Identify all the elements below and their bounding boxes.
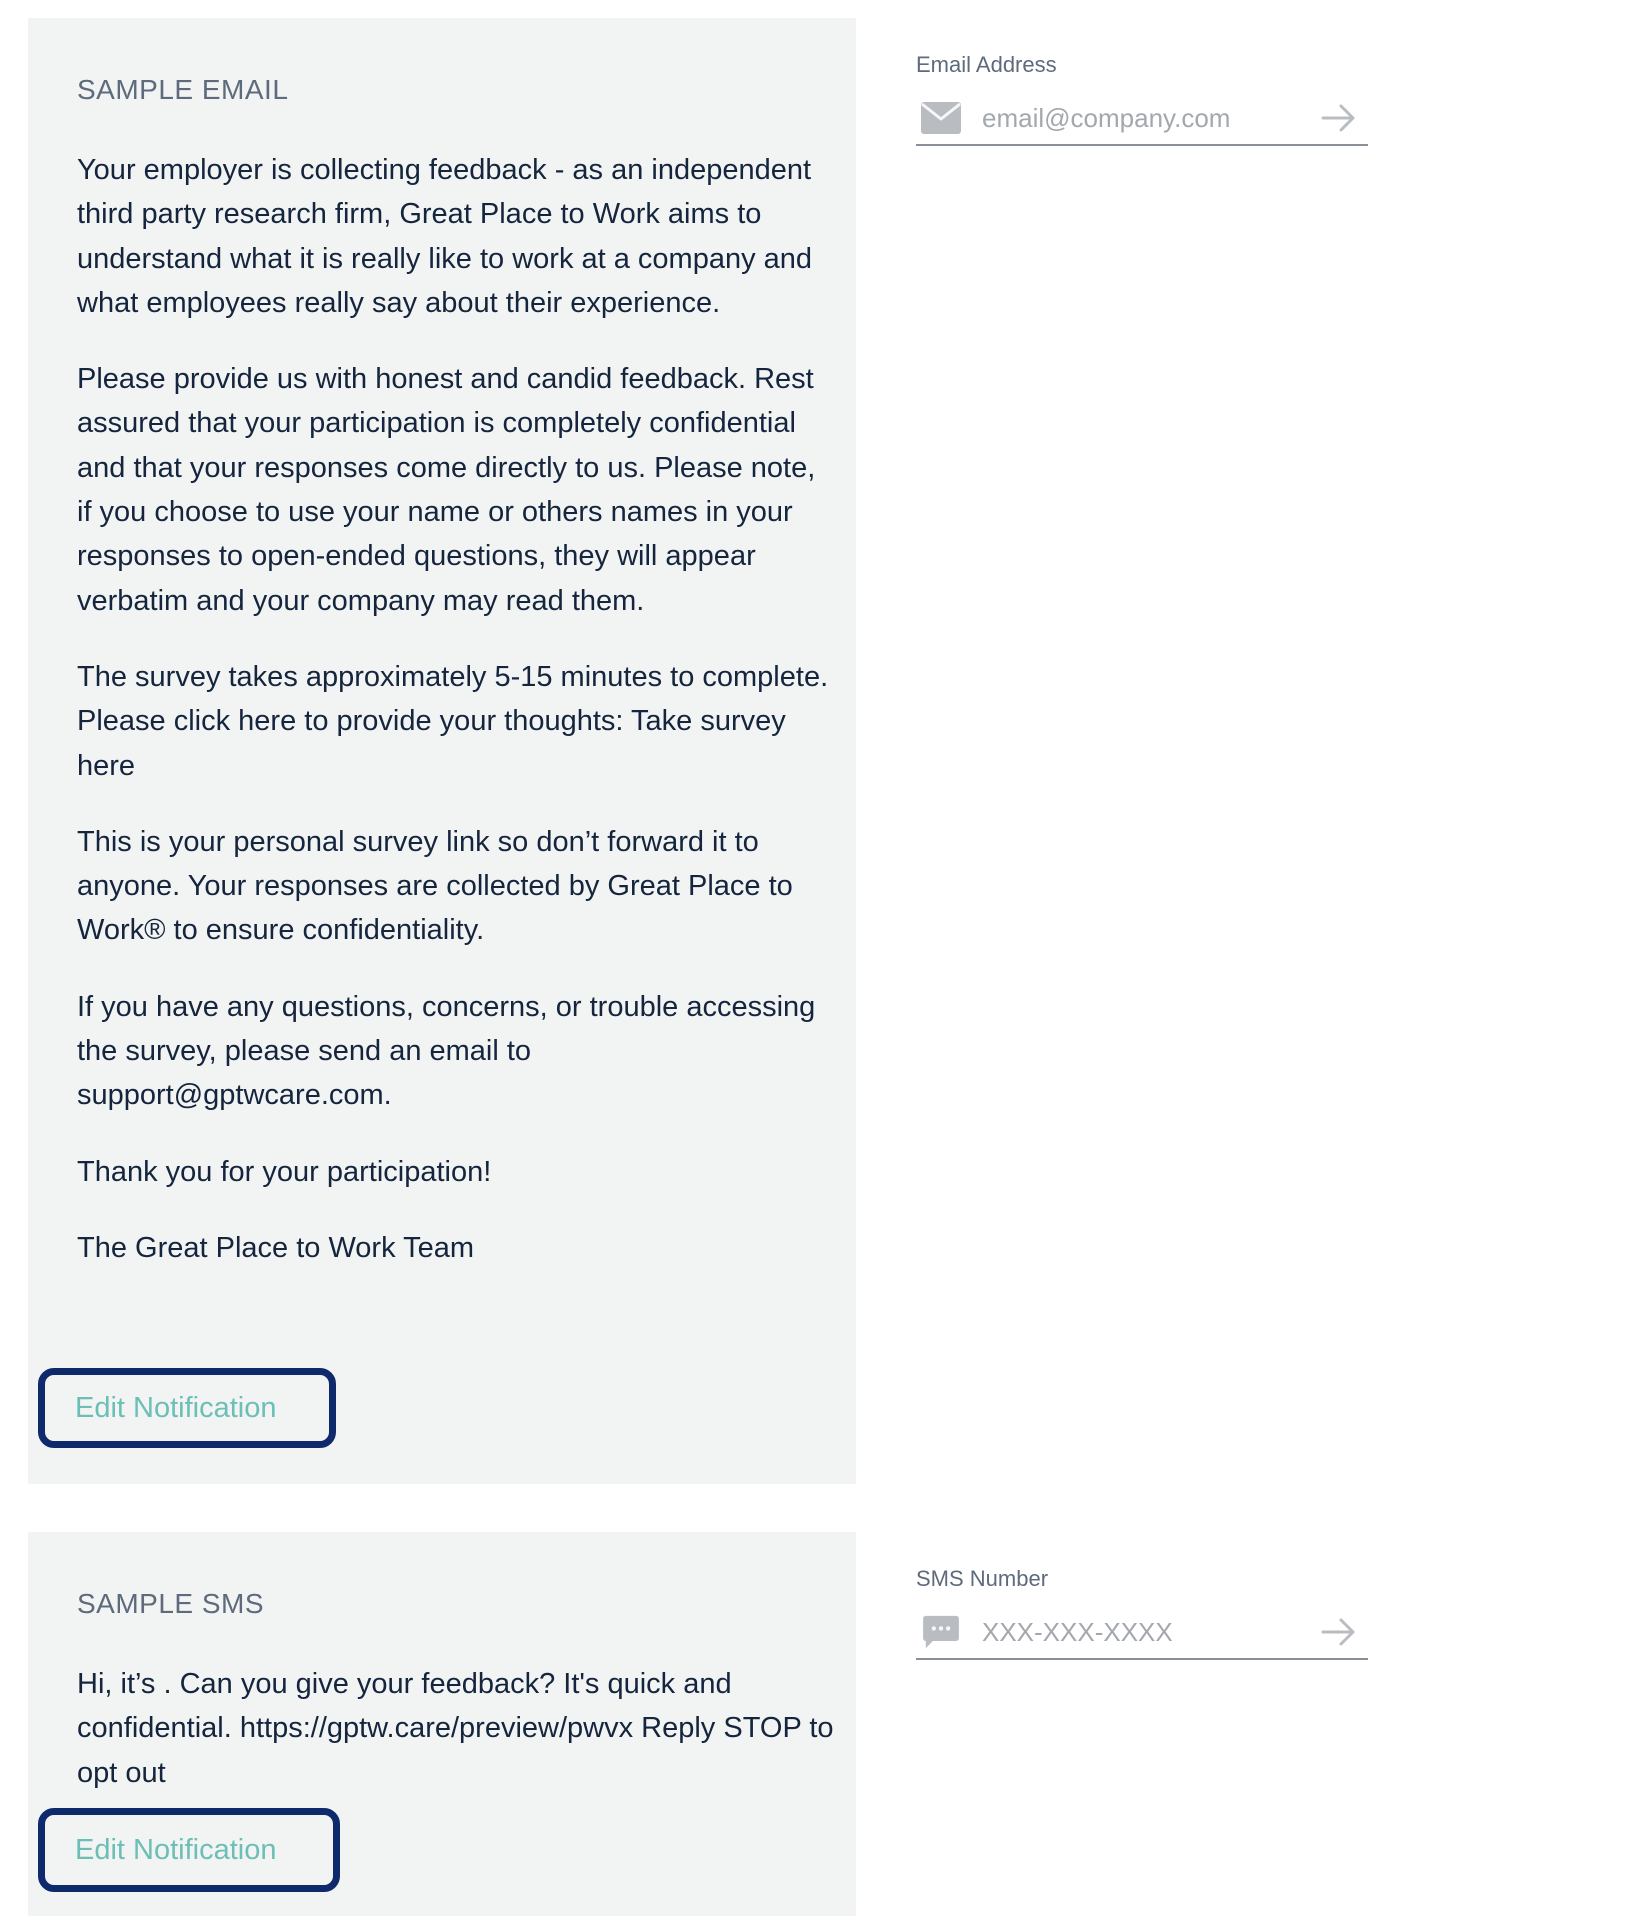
sample-sms-body <box>77 1662 837 1827</box>
email-address-label: Email Address <box>916 52 1057 77</box>
email-paragraph: Please provide us with honest and candid feedback. Rest assured that your participation is completely confidential and that your responses come directly to us. Please note, if you choose to use your name or others names in your responses to open-ended questions, they will appear verbatim and your company may read them. <box>77 363 816 617</box>
sample-sms-card <box>28 1532 856 1916</box>
email-address-field <box>916 52 1368 146</box>
arrow-right-icon <box>1317 1612 1361 1652</box>
envelope-icon <box>920 101 962 135</box>
sms-number-input[interactable] <box>982 1612 1317 1652</box>
message-bubble-icon <box>920 1615 962 1649</box>
email-paragraph: Thank you for your participation! <box>77 1155 492 1188</box>
edit-email-notification-button[interactable]: Edit Notification <box>38 1368 336 1448</box>
email-signature: The Great Place to Work Team <box>77 1231 475 1264</box>
sms-number-field <box>916 1566 1368 1660</box>
edit-sms-notification-button[interactable]: Edit Notification <box>38 1808 340 1892</box>
sample-email-body <box>77 148 837 1302</box>
arrow-right-icon <box>1317 98 1361 138</box>
email-input[interactable] <box>982 98 1317 138</box>
sample-email-title: SAMPLE EMAIL <box>77 74 289 105</box>
sms-number-label: SMS Number <box>916 1566 1049 1591</box>
email-paragraph: This is your personal survey link so don’t forward it to anyone. Your responses are collected by Great Place to Work® to ensure confidentiality. <box>77 825 793 947</box>
email-paragraph: The survey takes approximately 5-15 minutes to complete. Please click here to provide your thoughts: Take survey here <box>77 660 829 782</box>
sample-sms-title: SAMPLE SMS <box>77 1588 265 1619</box>
email-paragraph: Your employer is collecting feedback - as an independent third party research firm, Great Place to Work aims to understand what it is really like to work at a company and what employees really say about their experience. <box>77 154 813 319</box>
sms-paragraph: Hi, it’s . Can you give your feedback? It's quick and confidential. https://gptw.care/preview/pwvx Reply STOP to opt out <box>77 1668 834 1789</box>
email-paragraph: If you have any questions, concerns, or trouble accessing the survey, please send an email to support@gptwcare.com. <box>77 990 816 1112</box>
sms-submit-button[interactable] <box>1317 1612 1361 1652</box>
sample-email-card <box>28 18 856 1484</box>
email-input-row <box>916 92 1368 146</box>
email-submit-button[interactable] <box>1317 98 1361 138</box>
sms-input-row <box>916 1606 1368 1660</box>
